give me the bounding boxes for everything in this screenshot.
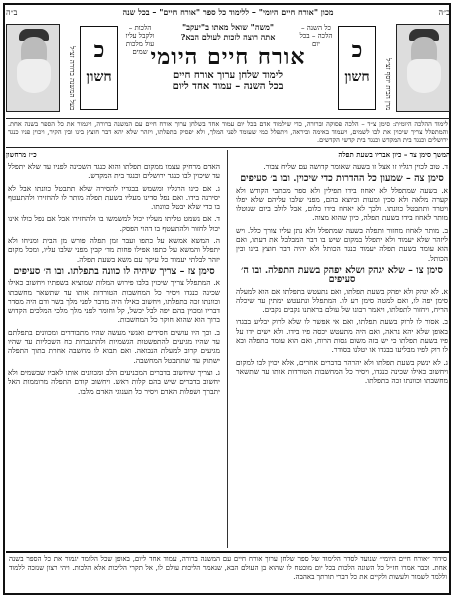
date-box-left (80, 26, 118, 110)
portrait-right-image (396, 24, 450, 112)
subtitle-2: בכל השנה – עמוד אחד ליום (172, 81, 284, 92)
portrait-right-caption: מרן הבית יוסף זצ״ל (384, 57, 392, 110)
side-info-right: כל השנה – הלכה – בכל יום (299, 24, 333, 48)
top-center-text: מכון "אורח חיים היומי" – ללימוד כל ספר "אורח חיים" – בכל שנה (122, 7, 334, 17)
paragraph: ג. וצריך שיחשוב בדברים המכניעים הלב ומכוונים אותו לאביו שבשמים ולא יחשוב בדברים שיש בהם קלות ראש. ויחשוב קודם התפלה מרוממות האל יתברך ושפלות האדם ויסיר כל תענוגי האדם מלבו. (8, 367, 220, 396)
section-heading: סימן צז – צריך שיהיה לו כוונה בתפלתו. ובו ה׳ סעיפים (13, 265, 215, 277)
intro-strip: לימוד ההלכה היומית: סימן צ״ד – הלכה פסוקה וברורה, כדי שילמוד אדם בכל יום עמוד אחד בשלחן ערוך אורח חיים עם המשנה ברורה, ויגמור את כל הספר בשנה אחת. והמתפלל צריך שיכוין את לבו לשמים, ויעמוד באימה וביראה, ויתפלל כמי שעומד לפני המלך, ולא יפסיק בתפלתו, ויזהר שלא יהא דבר חוצץ בינו ובין הקיר, ויכוין פניו כנגד ירושלים וכנגד בית המקדש וכנגד בית קדשי הקדשים. (6, 118, 450, 148)
date-month-left: חשון (86, 69, 112, 85)
page-title: אורח חיים היומי (150, 44, 306, 70)
top-right-mark: ב״ה (438, 7, 450, 17)
motto-bottom: אתה רוצה לזכות לעולם הבא? (180, 32, 276, 42)
paragraph: א. לא יגהק ולא יפהק בשעת תפלתו, ואם נתעטש בתפלתו אם הוא למעלה סימן יפה לו, ואם למטה סימן רע לו. המתפלל ונתעטש ימתין עד שיכלה הריח, ויחזור לתפלתו, ויאמר רבונו של עולם בראתנו נקבים נקבים. (236, 286, 448, 315)
top-banner (6, 6, 450, 18)
section-heading: סימן צו – שלא יגהק ושלא יפהק בשעת התפלה. ובו ה׳ סעיפים (241, 264, 443, 286)
subtitle-1: לימוד שלחן ערוך אורח חיים (173, 70, 283, 81)
masthead (6, 20, 450, 116)
paragraph: האדם מרחיק עצמו ממקום תפלתו והוא כנגד השכינה לפניו עד שלא יתפלל עד שיכוין לבו כנגד ירושלים וכנגד בית המקדש. (8, 162, 220, 181)
date-box-right (338, 26, 376, 110)
date-month-right: חשון (344, 69, 370, 85)
paragraph: ב. מותר לאחוז מחזור ותפלה בשעה שמתפלל ולא נתן עליו צורך כלל. ויש ליזהר שלא יעמוד ולא יתפלל במקום שיש בו דבר המבלבל את דעתו, ואם הוא עומד בשעת תפלה יעמוד כנגד הכותל ולא יהיה דבר חוצץ בינו ובין הכותל. (236, 225, 448, 263)
side-info-left: הלכות – ולקבל עליו עול מלכות שמים (125, 24, 155, 56)
left-section-label: כ״ז מרחשון (6, 150, 37, 159)
paragraph: ג. לא ינשק בשעת תפלתו ולא יהרהר בדברים אחרים, אלא יכוין לבו למקום ויחשוב כאילו שכינה כנגדו, ויסיר כל המחשבות הטורדות אותו עד שתשאר מחשבתו וכוונתו זכה בתפלתו. (236, 357, 448, 386)
motto-top: "משה" שואל מאתו ב"יעקב" (181, 22, 275, 32)
date-number-left: כ (93, 37, 105, 63)
footer-text: סידור ״אורח חיים היומי״ שנועד לסדר הלימוד של ספר שלחן ערוך אורח חיים עם המשנה ברורה, עמוד אחד ליום, באופן שכל הלומד יגמור את כל הספר בשנה אחת. וכבר אמרו חז״ל כל השונה הלכות בכל יום מובטח לו שהוא בן העולם הבא, שנאמר הליכות עולם לו, אל תקרי הליכות אלא הלכות. ויהי רצון שנזכה ללמוד וללמד לשמור ולעשות ולקיים את כל דברי תורתך באהבה. (6, 551, 450, 593)
section-heading: סימן צה – שמעון כל ההדרות כדי שיכוין. ובו ב׳ סעיפים (240, 173, 444, 185)
top-left-mark: ב״ה (6, 7, 18, 17)
paragraph: ה. המשא אמשא על כתפו ועבר זמן תפלה פורש מן הבית ומניחו ולא יתפלל והמשא על כתפו אפילו פחות מד׳ קבין מפני שלבו עליו, ומכל מקום יזהר לבלתי יעמוד כל עיקר עם משא בשעת תפלה. (8, 236, 220, 264)
paragraph: א. המתפלל צריך שיכוין בלבו פירוש המלות שמוציא בשפתיו ויחשוב כאילו שכינה כנגדו ויסיר כל המחשבות הטורדות אותו עד שתשאר מחשבתו וכוונתו זכה בתפלתו, ויחשוב כאילו היה מדבר לפני מלך בשר ודם היה מסדר דבריו ומכוין בהם יפה לבל יכשל, קל וחומר לפני מלך מלכי המלכים הקדוש ברוך הוא שהוא חוקר כל המחשבות. (8, 278, 220, 325)
portrait-left-image (6, 24, 60, 112)
paragraph: ג. אם כינו הרגליו ומשמש בבגדיו להסירה שלא תתבטל כוונתו אבל לא יסירנה בידו. ואם נפל סדינו מעליו בשעת תפלה מותר לו להחזירו ולהתעטף בו כדי שלא יבטל כוונתו. (8, 183, 220, 212)
right-section-label: המשך סימן צד – כיון אבריו בשעת תפלה (338, 150, 450, 159)
left-column (8, 162, 220, 547)
paragraph: ב. וכך היו עושים חסידים ואנשי מעשה שהיו מתבודדים ומכוונים בתפלתם עד שהיו מגיעים להתפשטות הגשמיות ולהתגברות כח השכליות עד שהיו מגיעים קרוב למעלת הנבואה. ואם תבוא לו מחשבה אחרת בתוך התפלה ישתוק עד שתתבטל המחשבה. (8, 327, 220, 365)
date-number-right: כ (351, 37, 363, 63)
portrait-left-caption: בעל המשנה ברורה זצ״ל (68, 45, 76, 110)
section-labels (6, 150, 450, 160)
paragraph: ד. טוב לכוין רגליו זו אצל זו בשעה שאומר קדושה עם שליח צבור. (263, 162, 448, 171)
paragraph: ב. אסור לו לרוק בשעת תפלתו, ואם אי אפשר לו שלא לרוק יבליע בבגדו באופן שלא יהא נראה, ואם היה מתעטש יכסה פיו בידו. ולא ישים ידו על פיו בשעת תפלתו כי יש בזה משום גסות הרוח, ואם הוא עומד בתפלה ובא לו רוק לפיו מבליעו בבגדו או יטלנו בסודר. (236, 317, 448, 355)
paragraph: א. בשעה שמתפלל לא יאחוז בידו תפילין ולא ספר מכתבי הקודש ולא קערה מלאה ולא סכין ומעות וכיוצא בהם, מפני שלבו עליהם שלא יפלו ויטרד ותתבטל כוונתו. ולכך לא יאחוז בידו כלום, אבל לולב ביום שנוטלו מותר לאחוז בידו בשעת תפלה, כיון שהוא מצוה. (236, 185, 448, 223)
right-column (236, 162, 448, 547)
paragraph: ד. אם נשמט טליתו מעליו יכול למשמשו בו ולהחזירו אבל אם נפל כולו אינו יכול לחזור ולהתעטף בו דהוי הפסק. (8, 214, 220, 233)
column-divider (227, 150, 228, 548)
